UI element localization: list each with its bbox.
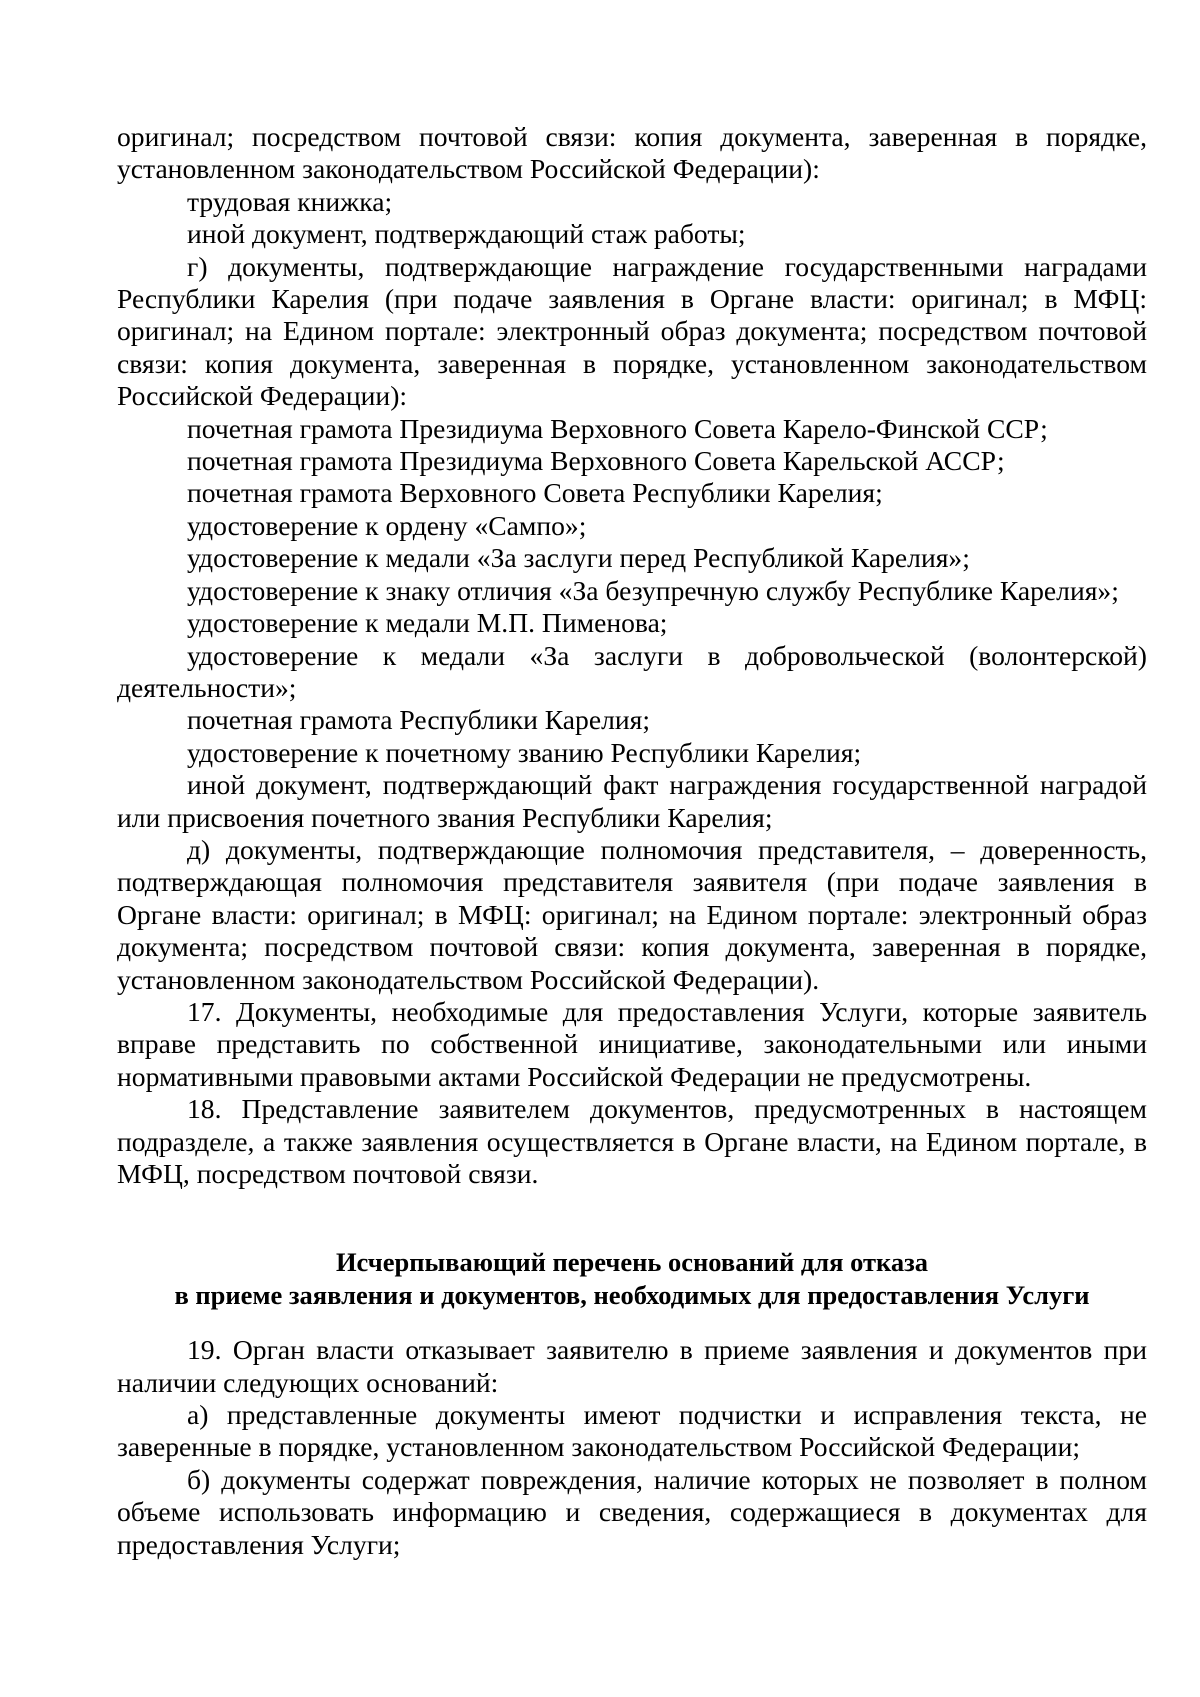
list-item-award-1: почетная грамота Президиума Верховного Совета Карело-Финской ССР;	[187, 412, 1048, 444]
list-item-award-10: удостоверение к почетному званию Республики Карелия;	[187, 736, 862, 768]
list-item-award-7: удостоверение к медали М.П. Пименова;	[187, 607, 668, 639]
list-item-other-work-experience-doc: иной документ, подтверждающий стаж работы;	[187, 218, 746, 250]
section-heading-line-1: Исчерпывающий перечень оснований для отказа	[335, 1247, 929, 1278]
list-item-award-6: удостоверение к знаку отличия «За безупречную службу Республике Карелия»;	[187, 574, 1119, 606]
list-item-award-8: удостоверение к медали «За заслуги в добровольческой (волонтерской) деятельности»;	[117, 639, 1147, 703]
section-spacer	[117, 1190, 1147, 1246]
paragraph-17: 17. Документы, необходимые для предоставления Услуги, которые заявитель вправе представить по собственной инициативе, законодательными или иными нормативными правовыми актами Российской Федерации не предусмотрены.	[117, 995, 1147, 1092]
list-item-award-other: иной документ, подтверждающий факт награждения государственной наградой или присвоения почетного звания Республики Карелия;	[117, 769, 1147, 833]
list-item-award-5: удостоверение к медали «За заслуги перед Республикой Карелия»;	[187, 542, 970, 574]
list-item-award-3: почетная грамота Верховного Совета Республики Карелия;	[187, 477, 883, 509]
list-item-award-9: почетная грамота Республики Карелия;	[187, 704, 650, 736]
list-item-award-2: почетная грамота Президиума Верховного Совета Карельской АССР;	[187, 445, 1005, 477]
paragraph-18: 18. Представление заявителем документов, предусмотренных в настоящем подразделе, а также заявления осуществляется в Органе власти, на Едином портале, в МФЦ, посредством почтовой связи.	[117, 1093, 1147, 1189]
paragraph-19: 19. Орган власти отказывает заявителю в приеме заявления и документов при наличии следующих оснований:	[117, 1334, 1147, 1398]
list-item-employment-record: трудовая книжка;	[187, 185, 393, 217]
section-heading-line-2: в приеме заявления и документов, необходимых для предоставления Услуги	[174, 1279, 1090, 1310]
paragraph-continuation: оригинал; посредством почтовой связи: копия документа, заверенная в порядке, установленном законодательством Российской Федерации):	[117, 121, 1147, 185]
paragraph-item-g-awards-documents: г) документы, подтверждающие награждение государственными наградами Республики Карелия (при подаче заявления в Органе власти: оригинал; в МФЦ: оригинал; на Едином портале: электронный образ документа; посредством почтовой связи: копия документа, заверенная в порядке, установленном законодательством Российской Федерации):	[117, 250, 1147, 412]
section-spacer	[117, 1311, 1147, 1334]
paragraph-item-b: б) документы содержат повреждения, наличие которых не позволяет в полном объеме использовать информацию и сведения, содержащиеся в документах для предоставления Услуги;	[117, 1463, 1147, 1560]
paragraph-item-d-representative: д) документы, подтверждающие полномочия представителя, – доверенность, подтверждающая полномочия представителя заявителя (при подаче заявления в Органе власти: оригинал; в МФЦ: оригинал; на Едином портале: электронный образ документа; посредством почтовой связи: копия документа, заверенная в порядке, установленном законодательством Российской Федерации).	[117, 833, 1147, 995]
list-item-award-4: удостоверение к ордену «Сампо»;	[187, 509, 587, 541]
paragraph-item-a: а) представленные документы имеют подчистки и исправления текста, не заверенные в порядке, установленном законодательством Российской Федерации;	[117, 1399, 1147, 1463]
